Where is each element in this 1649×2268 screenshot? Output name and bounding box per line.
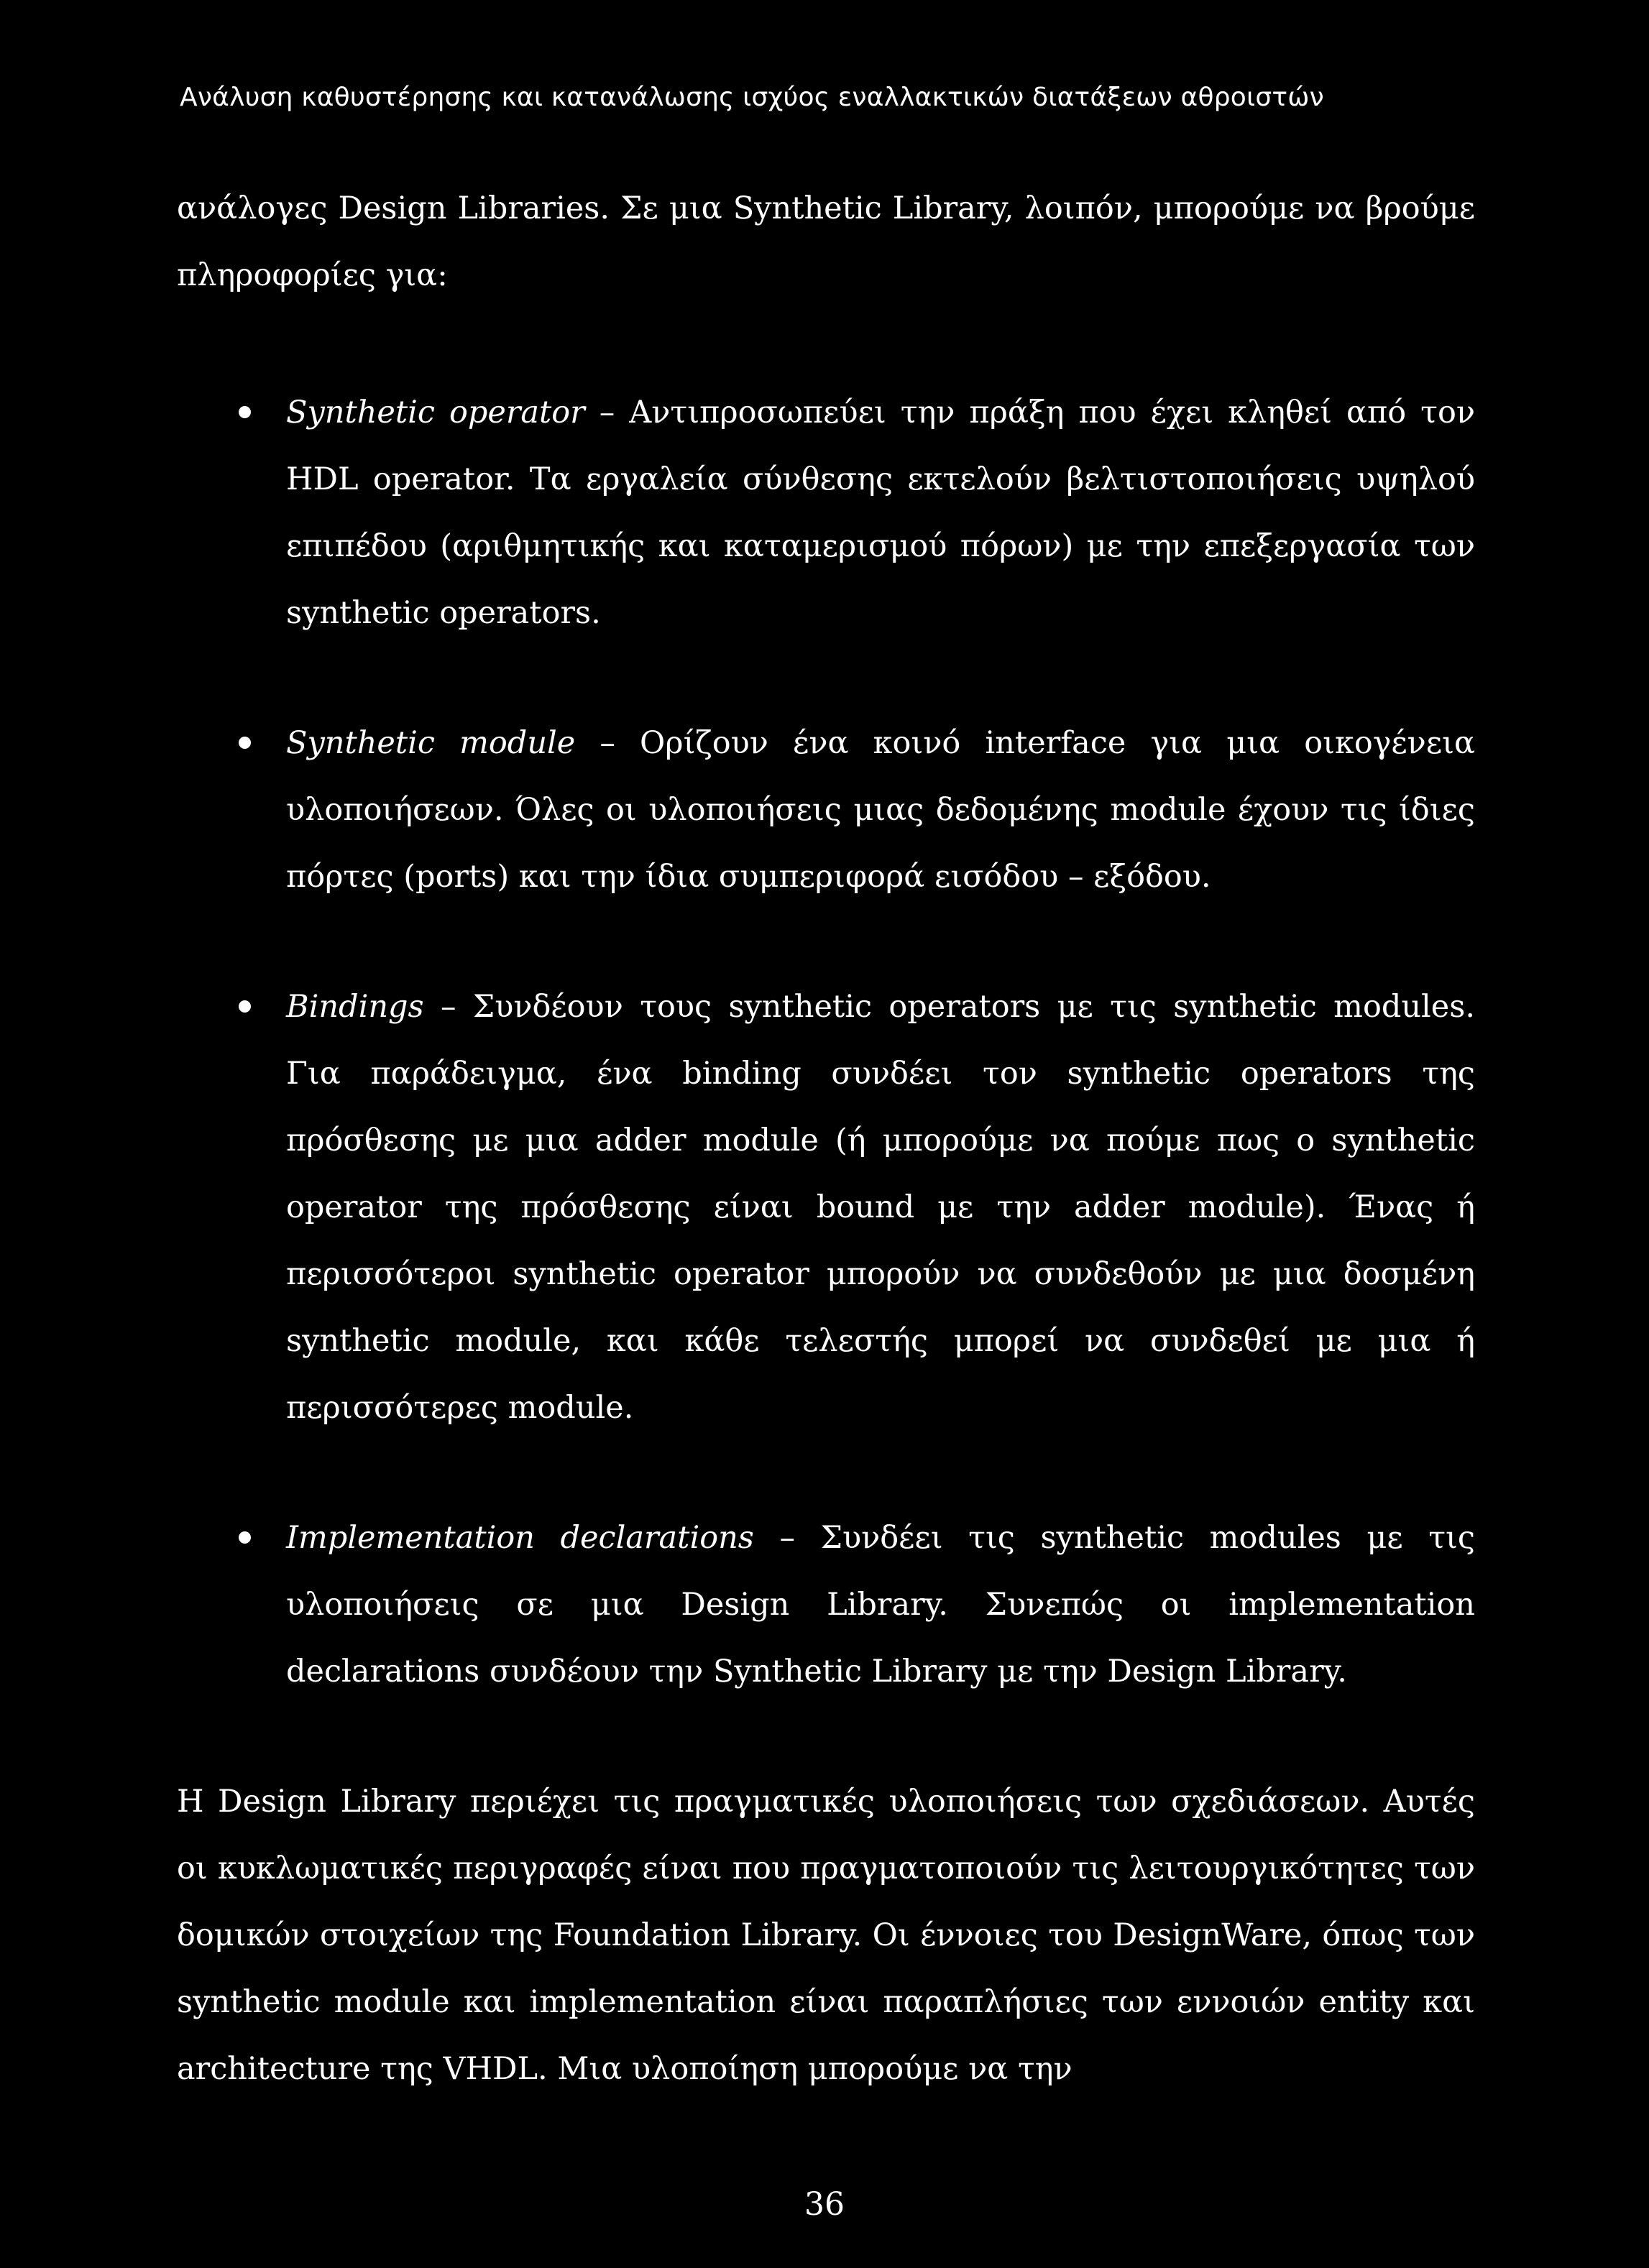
bullet-icon xyxy=(239,1531,251,1544)
list-item-term: Bindings xyxy=(286,989,424,1025)
intro-paragraph: ανάλογες Design Libraries. Σε μια Synthetic Library, λοιπόν, μπορούμε να βρούμε πληροφορίες για: xyxy=(177,190,1475,293)
bullet-icon xyxy=(239,1000,251,1013)
list-item-text: – Συνδέουν τους synthetic operators με τις synthetic modules. Για παράδειγμα, ένα binding συνδέει τον synthetic operators της πρόσθεσης με μια adder module (ή μπορούμε να πούμε πως ο synthetic operator της πρόσθεσης είναι bound με την adder module). Ένας ή περισσότεροι synthetic operator μπορούν να συνδεθούν με μια δοσμένη synthetic module, και κάθε τελεστής μπορεί να συνδεθεί με μια ή περισσότερες module. xyxy=(286,989,1475,1426)
list-item xyxy=(177,710,1475,911)
list-item-text: – Ορίζουν ένα κοινό interface για μια οικογένεια υλοποιήσεων. Όλες οι υλοποιήσεις μιας δεδομένης module έχουν τις ίδιες πόρτες (ports) και την ίδια συμπεριφορά εισόδου – εξόδου. xyxy=(286,725,1475,895)
bullet-icon xyxy=(239,737,251,749)
bullet-icon xyxy=(239,406,251,418)
bullet-list xyxy=(177,379,1475,1705)
list-item-text: – Αντιπροσωπεύει την πράξη που έχει κληθεί από τον HDL operator. Τα εργαλεία σύνθεσης εκτελούν βελτιστοποιήσεις υψηλού επιπέδου (αριθμητικής και καταμερισμού πόρων) με την επεξεργασία των synthetic operators. xyxy=(286,395,1475,631)
list-item xyxy=(177,379,1475,647)
list-item xyxy=(177,1505,1475,1705)
list-item-term: Implementation declarations xyxy=(286,1520,754,1556)
list-item xyxy=(177,974,1475,1442)
running-header: Ανάλυση καθυστέρησης και κατανάλωσης ισχύος εναλλακτικών διατάξεων αθροιστών xyxy=(180,83,1324,112)
list-item-term: Synthetic operator xyxy=(286,395,585,430)
list-item-text: – Συνδέει τις synthetic modules με τις υλοποιήσεις σε μια Design Library. Συνεπώς οι implementation declarations συνδέουν την Synthetic Library με την Design Library. xyxy=(286,1520,1475,1690)
page-number: 36 xyxy=(804,2186,845,2223)
list-item-term: Synthetic module xyxy=(286,725,576,761)
final-paragraph: Η Design Library περιέχει τις πραγματικές υλοποιήσεις των σχεδιάσεων. Αυτές οι κυκλωματικές περιγραφές είναι που πραγματοποιούν τις λειτουργικότητες των δομικών στοιχείων της Foundation Library. Οι έννοιες του DesignWare, όπως των synthetic module και implementation είναι παραπλήσιες των εννοιών entity και architecture της VHDL. Μια υλοποίηση μπορούμε να την xyxy=(177,1784,1475,2087)
page-body xyxy=(177,175,1475,2103)
